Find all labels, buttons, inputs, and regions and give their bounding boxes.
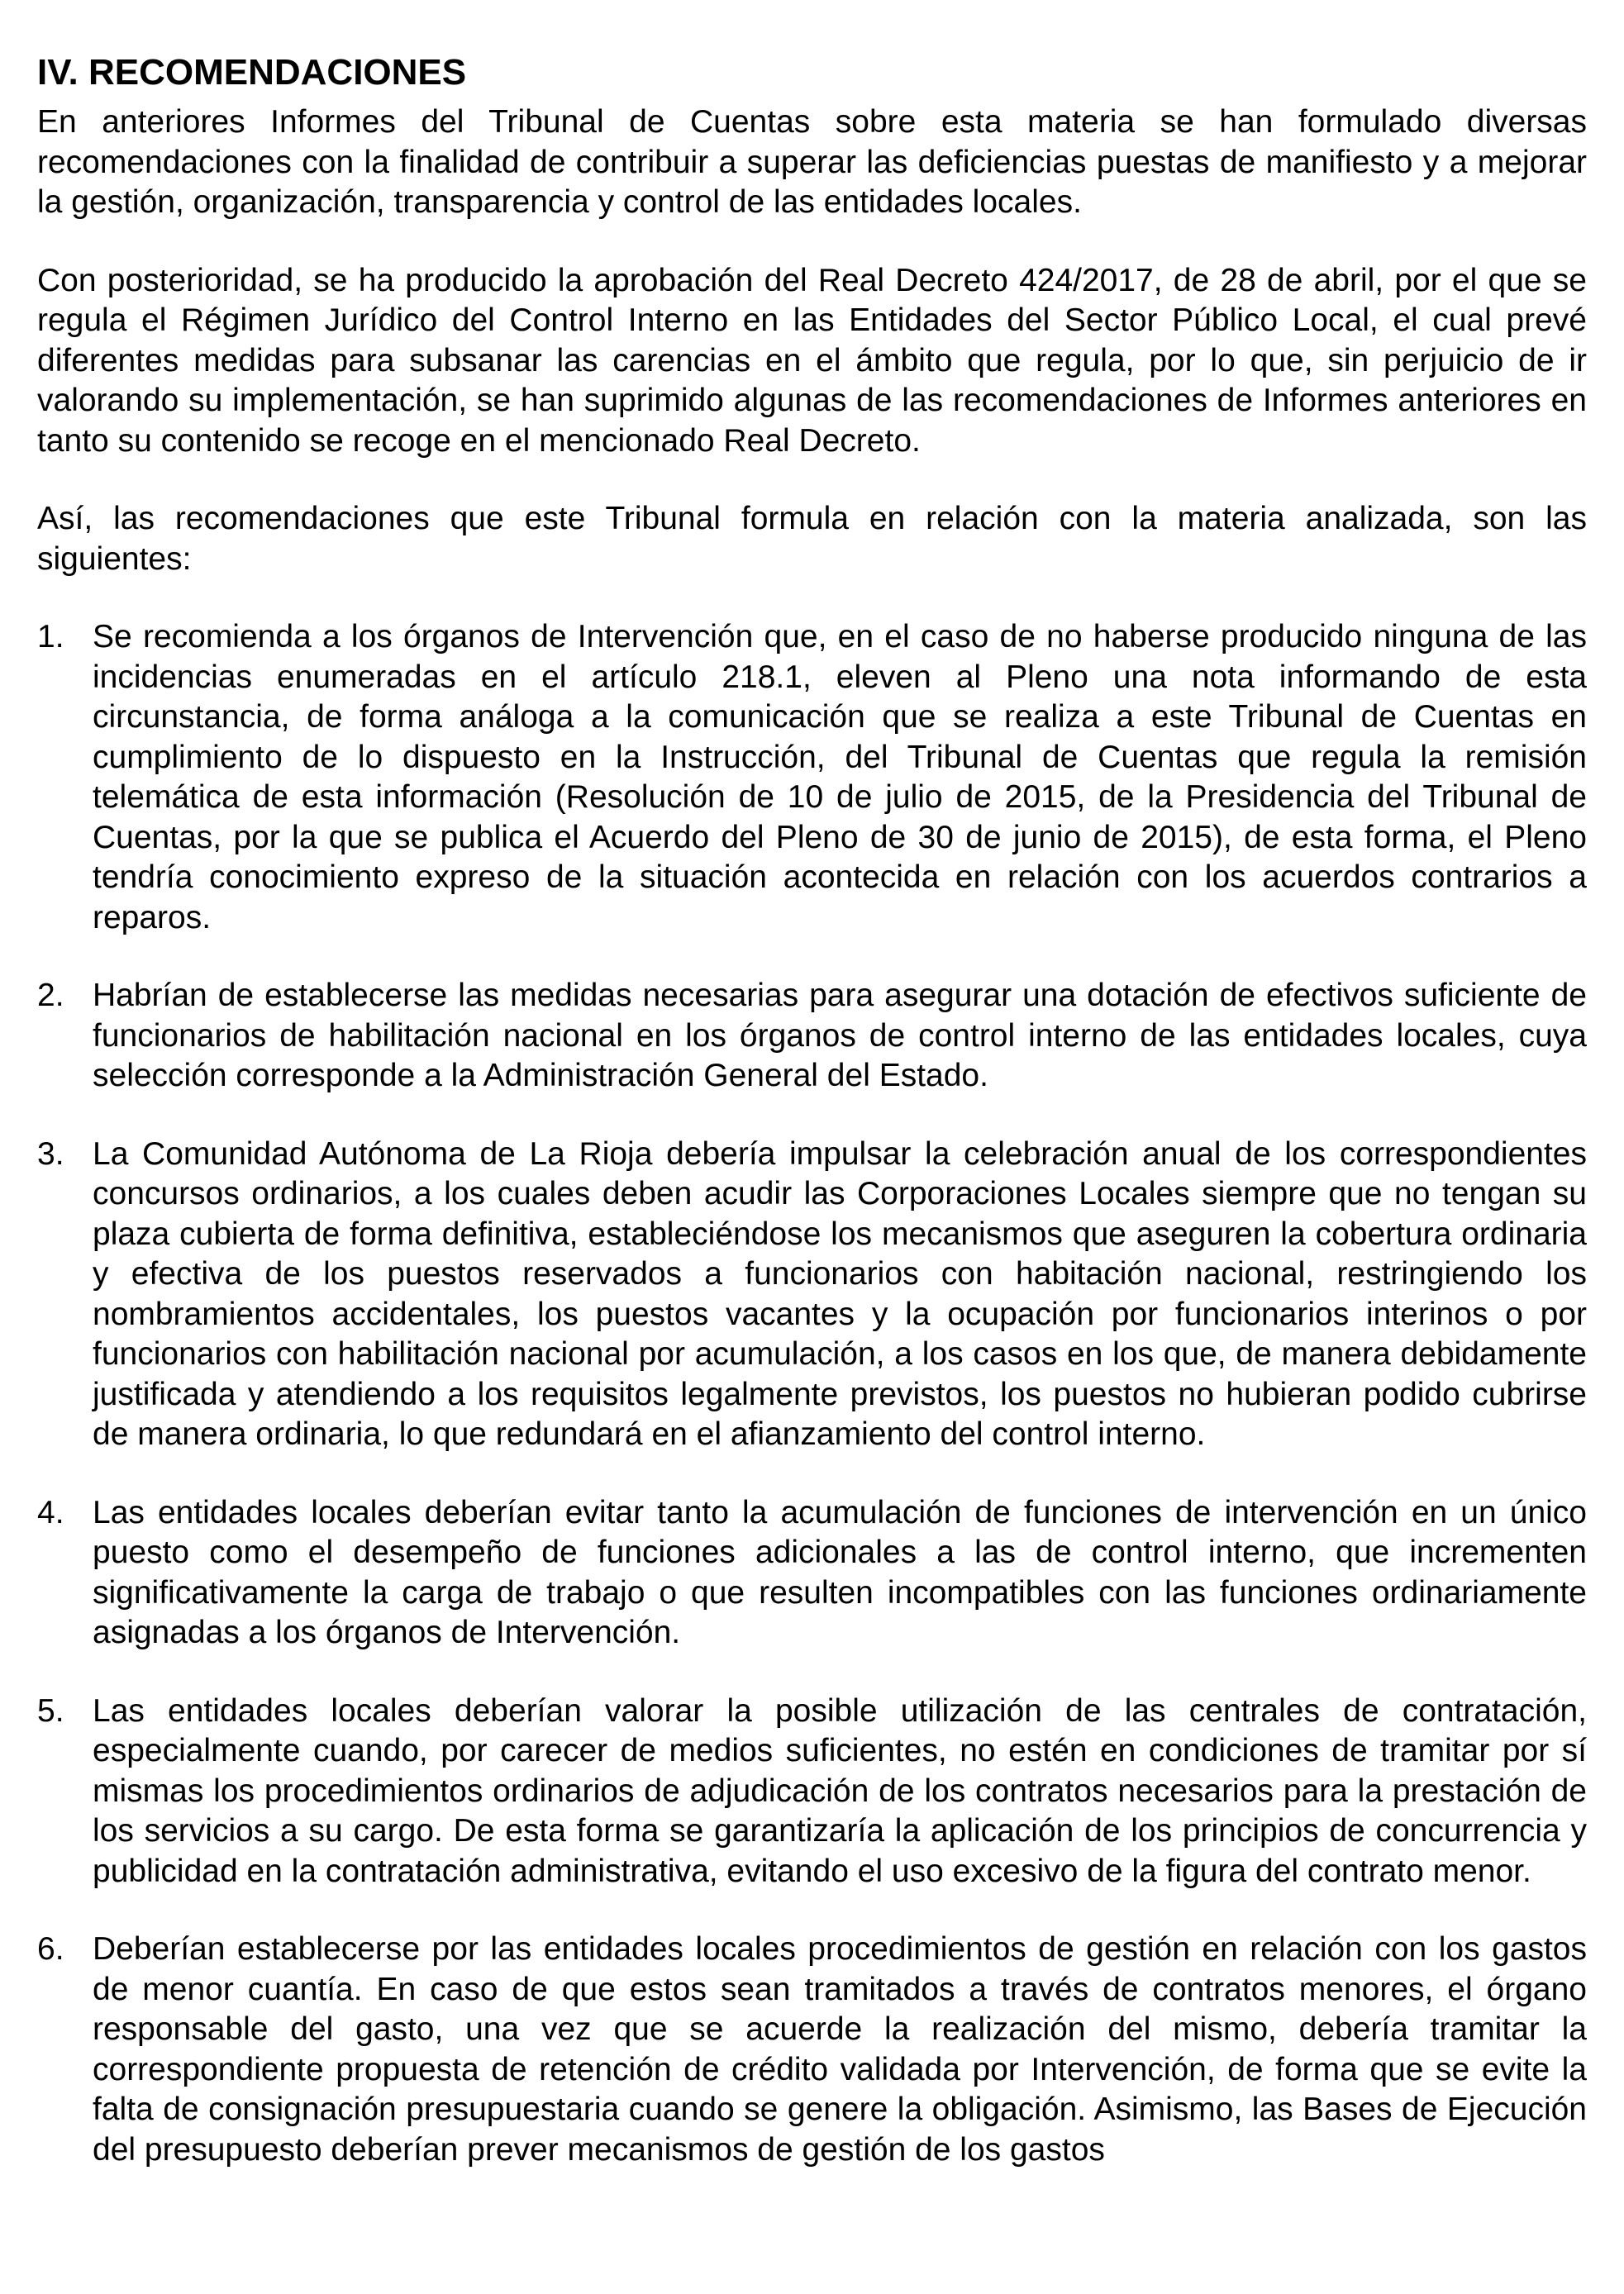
item-number: 5.	[37, 1692, 64, 1729]
recommendation-item-6	[37, 1930, 1587, 2170]
item-text: La Comunidad Autónoma de La Rioja debería impulsar la celebración anual de los correspondientes concursos ordinarios, a los cuales deben acudir las Corporaciones Locales siempre que no tengan su plaza cubierta de forma definitiva, estableciéndose los mecanismos que aseguren la cobertura ordinaria y efectiva de los puestos reservados a funcionarios con habitación nacional, restringiendo los nombramientos accidentales, los puestos vacantes y la ocupación por funcionarios interinos o por funcionarios con habilitación nacional por acumulación, a los casos en los que, de manera debidamente justificada y atendiendo a los requisitos legalmente previstos, los puestos no hubieran podido cubrirse de manera ordinaria, lo que redundará en el afianzamiento del control interno.	[93, 1135, 1587, 1452]
recommendation-item-2	[37, 976, 1587, 1097]
item-text: Las entidades locales deberían valorar la posible utilización de las centrales de contratación, especialmente cuando, por carecer de medios suficientes, no estén en condiciones de tramitar por sí mismas los procedimientos ordinarios de adjudicación de los contratos necesarios para la prestación de los servicios a su cargo. De esta forma se garantizaría la aplicación de los principios de concurrencia y publicidad en la contratación administrativa, evitando el uso excesivo de la figura del contrato menor.	[93, 1692, 1587, 1889]
intro-paragraph-2: Con posterioridad, se ha producido la aprobación del Real Decreto 424/2017, de 28 de abril, por el que se regula el Régimen Jurídico del Control Interno en las Entidades del Sector Público Local, el cual prevé diferentes medidas para subsanar las carencias en el ámbito que regula, por lo que, sin perjuicio de ir valorando su implementación, se han suprimido algunas de las recomendaciones de Informes anteriores en tanto su contenido se recoge en el mencionado Real Decreto.	[37, 262, 1587, 459]
recommendation-item-3	[37, 1135, 1587, 1455]
item-text: Las entidades locales deberían evitar tanto la acumulación de funciones de intervención en un único puesto como el desempeño de funciones adicionales a las de control interno, que incrementen significativamente la carga de trabajo o que resulten incompatibles con las funciones ordinariamente asignadas a los órganos de Intervención.	[93, 1494, 1587, 1650]
item-text: Habrían de establecerse las medidas necesarias para asegurar una dotación de efectivos suficiente de funcionarios de habilitación nacional en los órganos de control interno de las entidades locales, cuya selección corresponde a la Administración General del Estado.	[93, 978, 1587, 1093]
item-text: Se recomienda a los órganos de Intervención que, en el caso de no haberse producido ninguna de las incidencias enumeradas en el artículo 218.1, eleven al Pleno una nota informando de esta circunstancia, de forma análoga a la comunicación que se realiza a este Tribunal de Cuentas en cumplimiento de lo dispuesto en la Instrucción, del Tribunal de Cuentas que regula la remisión telemática de esta información (Resolución de 10 de julio de 2015, de la Presidencia del Tribunal de Cuentas, por la que se publica el Acuerdo del Pleno de 30 de junio de 2015), de esta forma, el Pleno tendría conocimiento expreso de la situación acontecida en relación con los acuerdos contrarios a reparos.	[93, 619, 1587, 935]
item-number: 3.	[37, 1135, 64, 1172]
section-heading: IV. RECOMENDACIONES	[37, 52, 467, 93]
recommendations-list	[37, 617, 1587, 2170]
recommendation-item-1	[37, 617, 1587, 938]
item-number: 6.	[37, 1931, 64, 1967]
recommendation-item-5	[37, 1692, 1587, 1892]
item-number: 1.	[37, 619, 64, 654]
item-number: 2.	[37, 978, 64, 1013]
document-page	[37, 50, 1587, 2208]
item-number: 4.	[37, 1494, 64, 1530]
intro-paragraph-1: En anteriores Informes del Tribunal de Cuentas sobre esta materia se han formulado diversas recomendaciones con la finalidad de contribuir a superar las deficiencias puestas de manifiesto y a mejorar la gestión, organización, transparencia y control de las entidades locales.	[37, 104, 1587, 220]
recommendation-item-4	[37, 1493, 1587, 1654]
item-text: Deberían establecerse por las entidades locales procedimientos de gestión en relación con los gastos de menor cuantía. En caso de que estos sean tramitados a través de contratos menores, el órgano responsable del gasto, una vez que se acuerde la realización del mismo, debería tramitar la correspondiente propuesta de retención de crédito validada por Intervención, de forma que se evite la falta de consignación presupuestaria cuando se genere la obligación. Asimismo, las Bases de Ejecución del presupuesto deberían prever mecanismos de gestión de los gastos	[93, 1931, 1587, 2168]
intro-paragraph-3: Así, las recomendaciones que este Tribunal formula en relación con la materia analizada, son las siguientes:	[37, 501, 1587, 577]
